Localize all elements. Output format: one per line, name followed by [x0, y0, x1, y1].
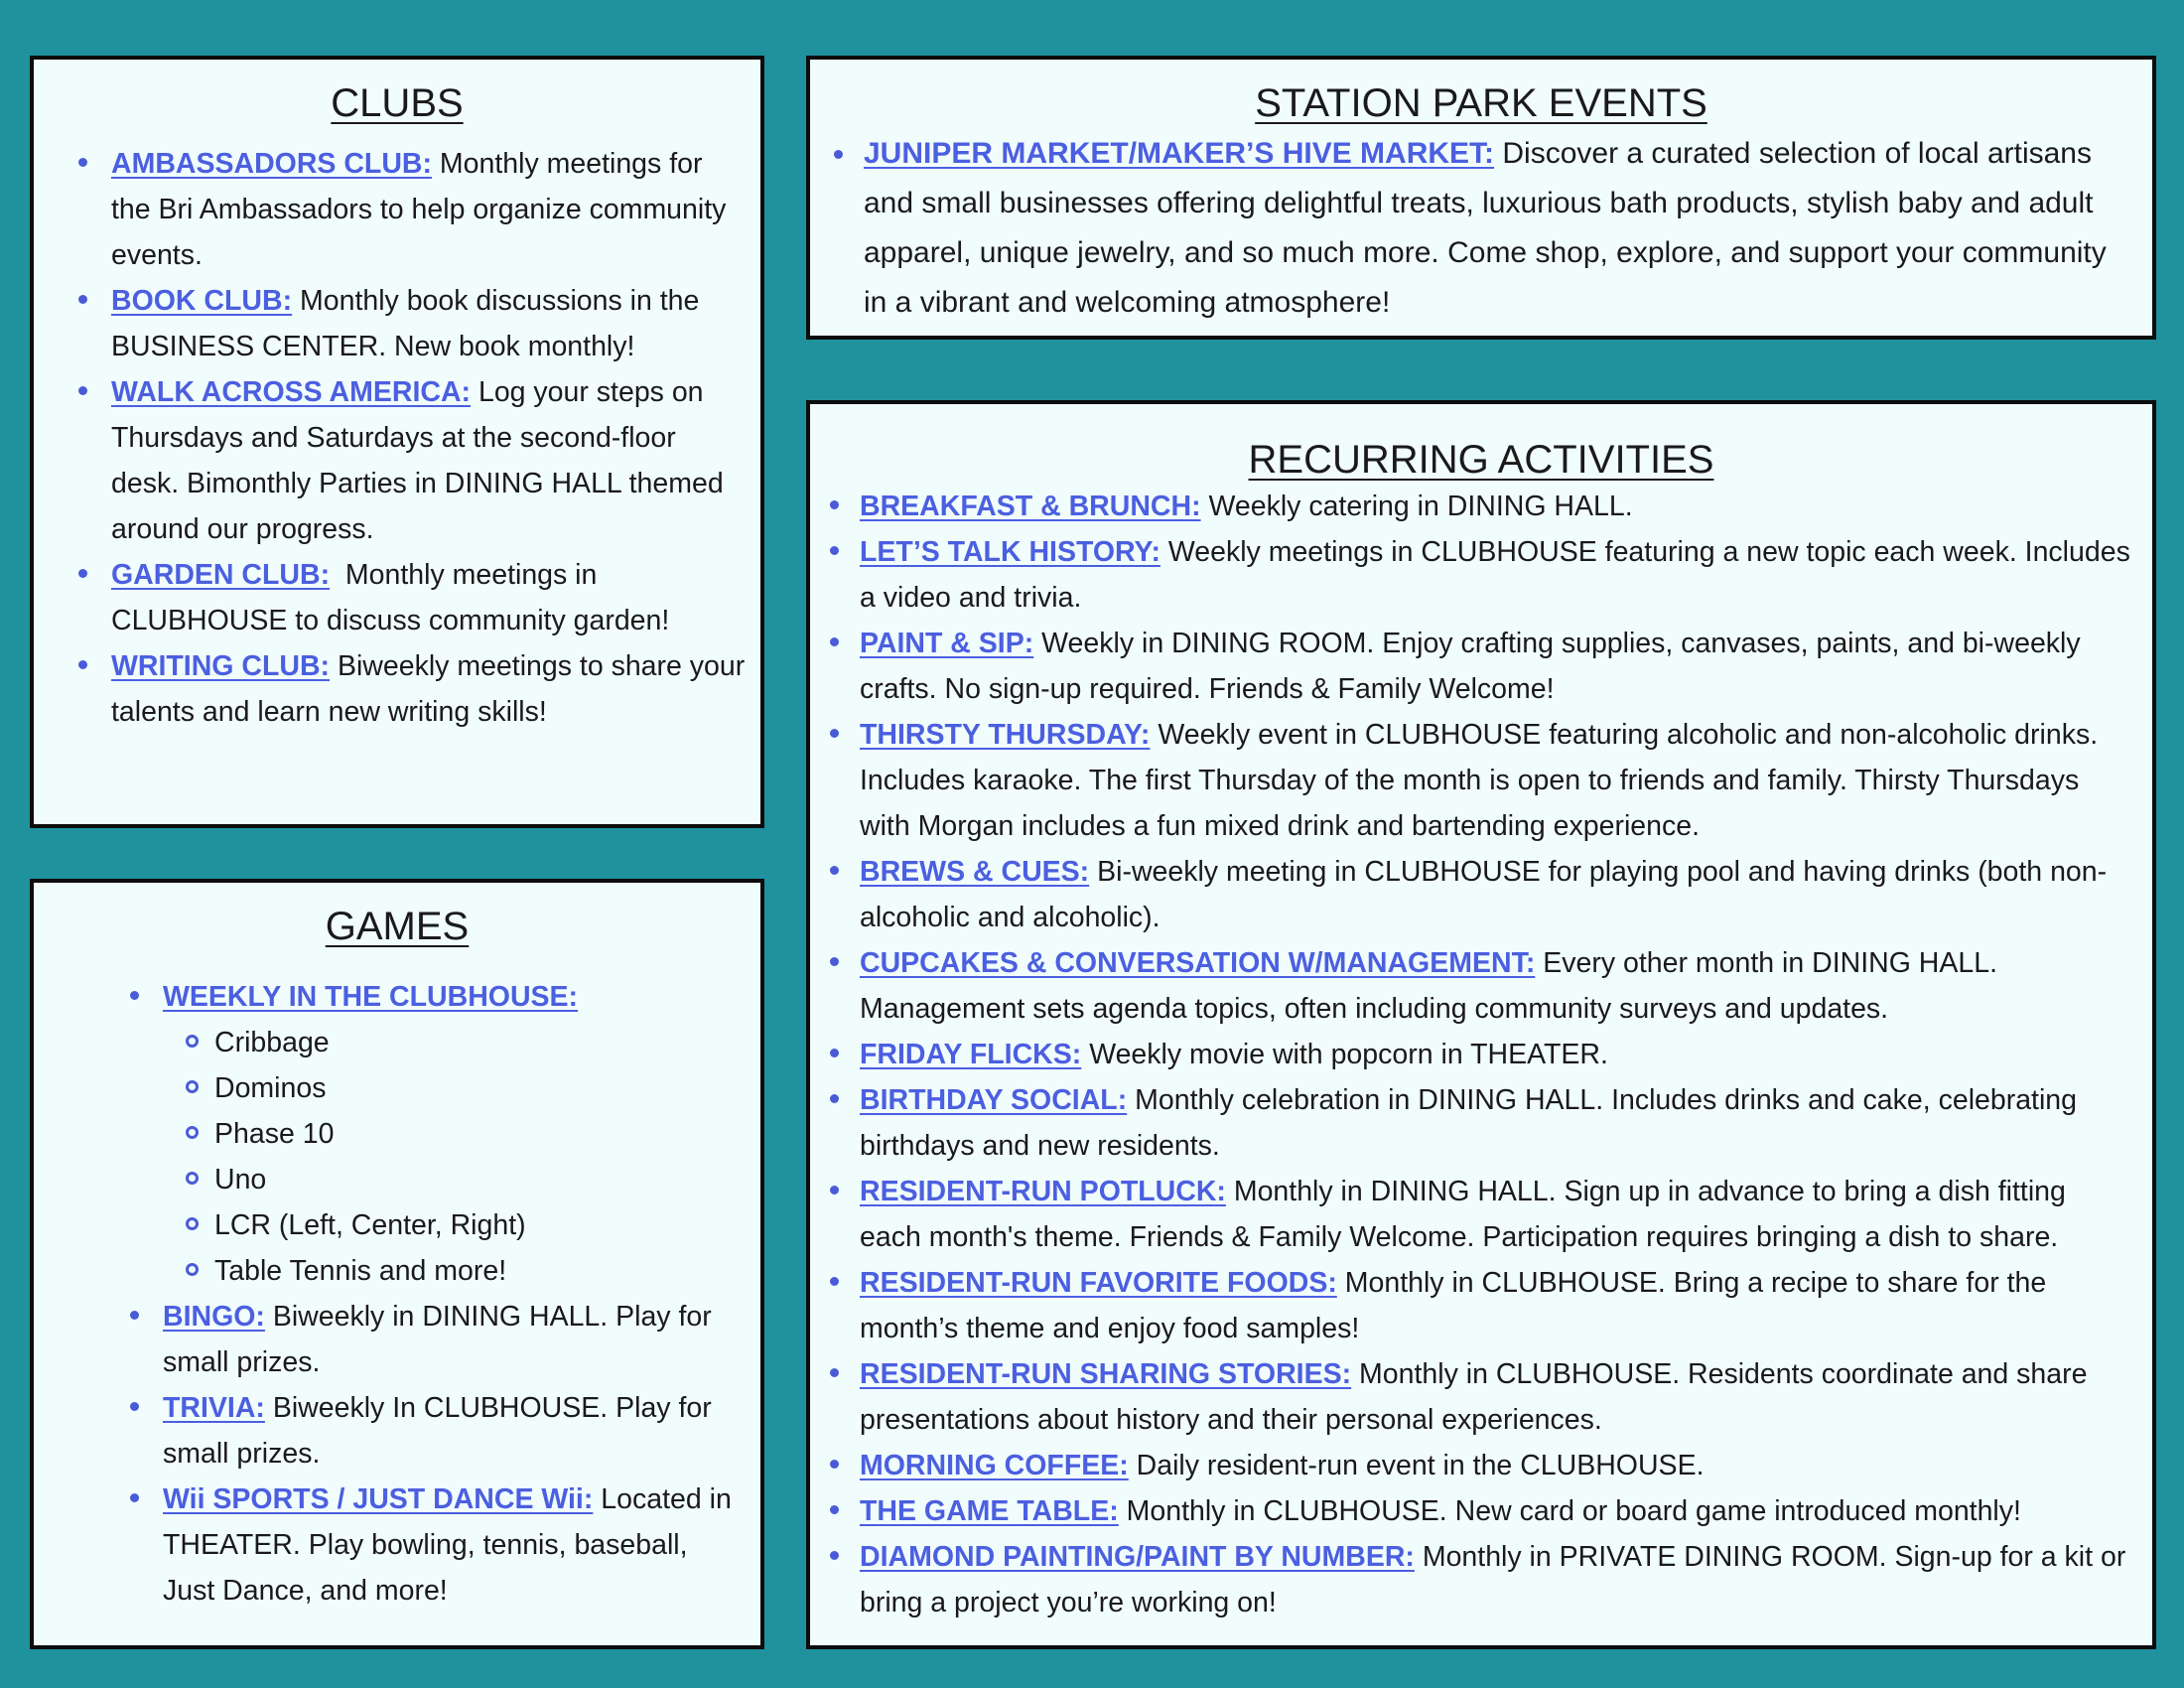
- trivia-link[interactable]: TRIVIA:: [163, 1392, 265, 1424]
- list-item-text: Located in THEATER. Play bowling, tennis, baseball, Just Dance, and more!: [163, 1483, 732, 1607]
- clubs-panel: [30, 56, 764, 828]
- cupcakes-conversation-link[interactable]: CUPCAKES & CONVERSATION W/MANAGEMENT:: [860, 947, 1536, 979]
- list-item-wii-sports: [163, 1477, 739, 1614]
- list-item-brews-cues: [860, 849, 2130, 940]
- list-item-birthday-social: [860, 1077, 2130, 1169]
- list-item-thirsty-thursday: [860, 712, 2130, 849]
- list-item-breakfast-brunch: [860, 484, 2130, 529]
- list-item-resident-run-favorite-foods: [860, 1260, 2130, 1351]
- weekly-game-item: Cribbage: [214, 1020, 739, 1065]
- list-item-text: Monthly in CLUBHOUSE. Bring a recipe to share for the month’s theme and enjoy food samples!: [860, 1267, 2047, 1344]
- list-item-the-game-table: [860, 1488, 2130, 1534]
- walk-across-america-link[interactable]: WALK ACROSS AMERICA:: [111, 376, 472, 408]
- list-item-friday-flicks: [860, 1032, 2130, 1077]
- list-item-text: Weekly event in CLUBHOUSE featuring alcoholic and non-alcoholic drinks. Includes karaoke. The first Thursday of the month is open to friends and family. Thirsty Thursdays with Morgan includes a fun mixed drink and bartending experience.: [860, 719, 2099, 842]
- birthday-social-link[interactable]: BIRTHDAY SOCIAL:: [860, 1084, 1128, 1116]
- clubs-title: CLUBS: [331, 81, 464, 125]
- weekly-game-item: Table Tennis and more!: [214, 1248, 739, 1294]
- brews-cues-link[interactable]: BREWS & CUES:: [860, 856, 1090, 888]
- list-item-text: Monthly in CLUBHOUSE. New card or board game introduced monthly!: [1118, 1495, 2021, 1527]
- writing-club-link[interactable]: WRITING CLUB:: [111, 650, 331, 682]
- list-item-text: Weekly movie with popcorn in THEATER.: [1081, 1039, 1608, 1070]
- list-item-text: Monthly meetings for the Bri Ambassadors to help organize community events.: [111, 148, 727, 271]
- thirsty-thursday-link[interactable]: THIRSTY THURSDAY:: [860, 719, 1151, 751]
- resident-run-sharing-stories-link[interactable]: RESIDENT-RUN SHARING STORIES:: [860, 1358, 1352, 1390]
- list-item-garden-club: [111, 552, 747, 643]
- list-item-juniper-market: [864, 129, 2124, 328]
- games-title: GAMES: [325, 905, 470, 948]
- games-list: [163, 974, 739, 1614]
- juniper-market-link[interactable]: JUNIPER MARKET/MAKER’S HIVE MARKET:: [864, 137, 1495, 170]
- list-item-morning-coffee: [860, 1443, 2130, 1488]
- weekly-game-item: Dominos: [214, 1065, 739, 1111]
- station-park-events-title: STATION PARK EVENTS: [1255, 81, 1707, 125]
- list-item-resident-run-potluck: [860, 1169, 2130, 1260]
- station-park-events-panel: [806, 56, 2156, 340]
- book-club-link[interactable]: BOOK CLUB:: [111, 285, 293, 317]
- resident-run-potluck-link[interactable]: RESIDENT-RUN POTLUCK:: [860, 1176, 1226, 1207]
- list-item-cupcakes-conversation: [860, 940, 2130, 1032]
- list-item-text: Monthly in DINING HALL. Sign up in advance to bring a dish fitting each month's theme. Friends & Family Welcome. Participation requires bringing a dish to share.: [860, 1176, 2066, 1253]
- lets-talk-history-link[interactable]: LET’S TALK HISTORY:: [860, 536, 1160, 568]
- morning-coffee-link[interactable]: MORNING COFFEE:: [860, 1450, 1129, 1481]
- ambassadors-club-link[interactable]: AMBASSADORS CLUB:: [111, 148, 432, 180]
- recurring-activities-list: [860, 484, 2130, 1625]
- list-item-text: Biweekly meetings to share your talents and learn new writing skills!: [111, 650, 746, 728]
- bingo-link[interactable]: BINGO:: [163, 1301, 265, 1333]
- list-item-ambassadors-club: [111, 141, 747, 278]
- garden-club-link[interactable]: GARDEN CLUB:: [111, 559, 331, 591]
- breakfast-brunch-link[interactable]: BREAKFAST & BRUNCH:: [860, 491, 1201, 522]
- paint-sip-link[interactable]: PAINT & SIP:: [860, 628, 1034, 659]
- list-item-text: Monthly book discussions in the BUSINESS CENTER. New book monthly!: [111, 285, 700, 362]
- list-item-text: Monthly in PRIVATE DINING ROOM. Sign-up for a kit or bring a project you’re working on!: [860, 1541, 2126, 1618]
- list-item-weekly-in-clubhouse: [163, 974, 739, 1294]
- list-item-text: Bi-weekly meeting in CLUBHOUSE for playing pool and having drinks (both non-alcoholic and alcoholic).: [860, 856, 2108, 933]
- weekly-in-clubhouse-link[interactable]: WEEKLY IN THE CLUBHOUSE:: [163, 981, 579, 1013]
- list-item-walk-across-america: [111, 369, 747, 552]
- list-item-text: Biweekly In CLUBHOUSE. Play for small prizes.: [163, 1392, 712, 1470]
- recurring-activities-title: RECURRING ACTIVITIES: [1248, 438, 1714, 482]
- list-item-text: Discover a curated selection of local artisans and small businesses offering delightful treats, luxurious bath products, stylish baby and adult apparel, unique jewelry, and so much more. Come shop, explore, and support your community in a vibrant and welcoming atmosphere!: [864, 137, 2107, 319]
- games-panel: [30, 879, 764, 1649]
- weekly-games-list: [214, 1020, 739, 1294]
- friday-flicks-link[interactable]: FRIDAY FLICKS:: [860, 1039, 1082, 1070]
- list-item-bingo: [163, 1294, 739, 1385]
- weekly-game-item: Uno: [214, 1157, 739, 1202]
- resident-run-favorite-foods-link[interactable]: RESIDENT-RUN FAVORITE FOODS:: [860, 1267, 1337, 1299]
- list-item-text: Weekly meetings in CLUBHOUSE featuring a new topic each week. Includes a video and trivia.: [860, 536, 2130, 614]
- list-item-text: Daily resident-run event in the CLUBHOUSE.: [1128, 1450, 1705, 1481]
- list-item-paint-sip: [860, 621, 2130, 712]
- list-item-resident-run-sharing-stories: [860, 1351, 2130, 1443]
- list-item-text: Weekly catering in DINING HALL.: [1200, 491, 1633, 522]
- station-park-events-list: [864, 129, 2124, 328]
- list-item-trivia: [163, 1385, 739, 1477]
- list-item-text: Every other month in DINING HALL. Management sets agenda topics, often including community surveys and updates.: [860, 947, 1997, 1025]
- list-item-writing-club: [111, 643, 747, 735]
- weekly-game-item: LCR (Left, Center, Right): [214, 1202, 739, 1248]
- list-item-diamond-painting: [860, 1534, 2130, 1625]
- diamond-painting-link[interactable]: DIAMOND PAINTING/PAINT BY NUMBER:: [860, 1541, 1415, 1573]
- list-item-text: Monthly celebration in DINING HALL. Includes drinks and cake, celebrating birthdays and new residents.: [860, 1084, 2078, 1162]
- list-item-text: Biweekly in DINING HALL. Play for small prizes.: [163, 1301, 712, 1378]
- list-item-text: Weekly in DINING ROOM. Enjoy crafting supplies, canvases, paints, and bi-weekly crafts. No sign-up required. Friends & Family Welcome!: [860, 628, 2081, 705]
- recurring-activities-panel: [806, 400, 2156, 1649]
- weekly-game-item: Phase 10: [214, 1111, 739, 1157]
- list-item-text: Log your steps on Thursdays and Saturdays at the second-floor desk. Bimonthly Parties in DINING HALL themed around our progress.: [111, 376, 724, 545]
- the-game-table-link[interactable]: THE GAME TABLE:: [860, 1495, 1119, 1527]
- list-item-text: Monthly meetings in CLUBHOUSE to discuss community garden!: [111, 559, 670, 636]
- list-item-text: Monthly in CLUBHOUSE. Residents coordinate and share presentations about history and their personal experiences.: [860, 1358, 2088, 1436]
- clubs-list: [111, 141, 747, 735]
- wii-sports-link[interactable]: Wii SPORTS / JUST DANCE Wii:: [163, 1483, 594, 1515]
- list-item-lets-talk-history: [860, 529, 2130, 621]
- list-item-book-club: [111, 278, 747, 369]
